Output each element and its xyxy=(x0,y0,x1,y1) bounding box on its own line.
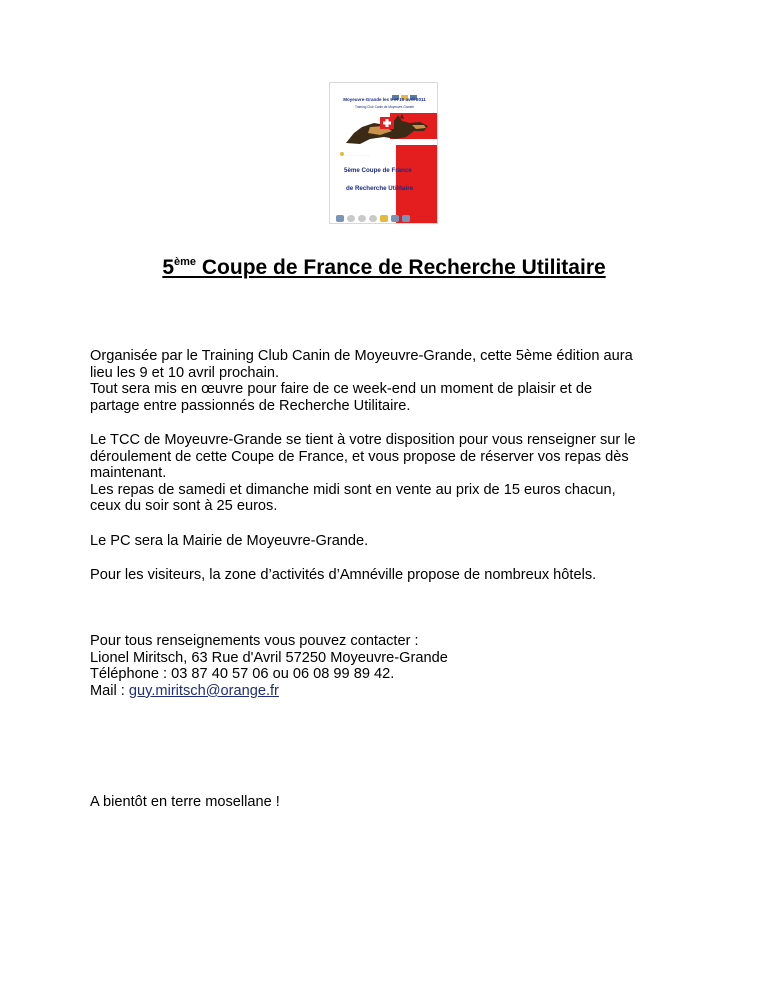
contact-address: Lionel Miritsch, 63 Rue d'Avril 57250 Moyeuvre-Grande xyxy=(90,649,448,666)
poster-club-line: Training Club Canin de Moyeuvre-Grande xyxy=(354,105,415,109)
paragraph-pc xyxy=(90,533,677,550)
text-line: lieu les 9 et 10 avril prochain. xyxy=(90,364,280,381)
text-line: déroulement de cette Coupe de France, et vous propose de réserver vos repas dès xyxy=(90,448,629,465)
text-line: Le PC sera la Mairie de Moyeuvre-Grande. xyxy=(90,533,369,549)
text-line: Le TCC de Moyeuvre-Grande se tient à votre disposition pour vous renseigner sur le xyxy=(90,432,636,448)
poster-sponsor-logos xyxy=(336,209,436,221)
contact-phone: Téléphone : 03 87 40 57 06 ou 06 08 99 89 42. xyxy=(90,666,395,683)
text-line: Pour les visiteurs, la zone d’activités d’Amnéville propose de nombreux hôtels. xyxy=(90,567,597,583)
paragraph-intro xyxy=(90,348,677,414)
text-line: partage entre passionnés de Recherche Utilitaire. xyxy=(90,397,411,414)
text-line: Les repas de samedi et dimanche midi sont en vente au prix de 15 euros chacun, xyxy=(90,481,616,498)
document-title xyxy=(0,256,768,280)
title-superscript: ème xyxy=(174,256,197,268)
contact-block xyxy=(90,633,677,699)
event-poster-image xyxy=(329,82,438,224)
paragraph-meals xyxy=(90,432,677,515)
poster-top-logos xyxy=(392,87,432,93)
contact-mail-line xyxy=(90,683,677,700)
paragraph-visitors xyxy=(90,567,677,584)
title-text: Coupe de France de Recherche Utilitaire xyxy=(196,256,606,279)
mail-link[interactable]: guy.miritsch@orange.fr xyxy=(128,682,279,699)
text-line: ceux du soir sont à 25 euros. xyxy=(90,498,278,515)
title-number: 5 xyxy=(162,256,175,279)
poster-heading-line2: de Recherche Utilitaire xyxy=(346,185,414,192)
text-line: Tout sera mis en œuvre pour faire de ce week-end un moment de plaisir et de xyxy=(90,381,593,398)
text-line: Organisée par le Training Club Canin de Moyeuvre-Grande, cette 5ème édition aura xyxy=(90,348,633,364)
dog-with-swiss-cross-icon xyxy=(340,113,438,147)
text-line: A bientôt en terre mosellane ! xyxy=(90,794,280,810)
poster-date-line: Moyeuvre-Grande les 9 et 10 avril 2011 xyxy=(343,97,426,102)
closing-line xyxy=(90,794,677,811)
poster-club-tag: · · · · · · · · · · · · · · xyxy=(344,153,369,157)
contact-intro: Pour tous renseignements vous pouvez contacter : xyxy=(90,633,419,649)
mail-label: Mail : xyxy=(90,682,129,699)
poster-heading-line1: 5ème Coupe de France xyxy=(344,167,412,174)
text-line: maintenant. xyxy=(90,465,167,482)
